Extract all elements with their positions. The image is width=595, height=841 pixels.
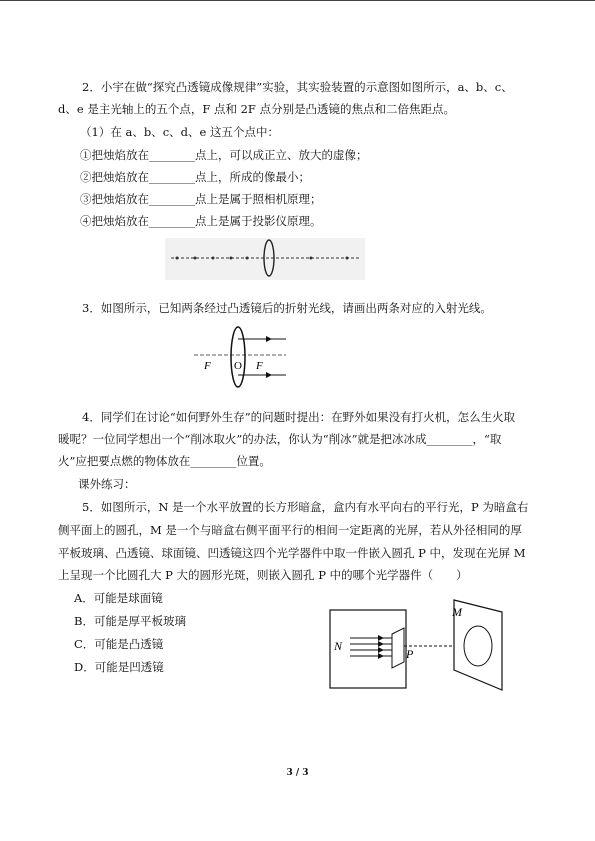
q5-option-a: A．可能是球面镜 [74,591,163,605]
page-number: 3 / 3 [286,768,309,778]
header-rule [0,0,595,1]
q2-text-line1: 2．小宇在做“探究凸透镜成像规律”实验，其实验装置的示意图如图所示，a、b、c、 [82,80,513,94]
q5-option-c: C．可能是凸透镜 [74,637,164,651]
q4-text-line3: 火”应把要点燃的物体放在________位置。 [58,454,271,468]
q4-text-line1: 4．同学们在讨论“如何野外生存”的问题时提出：在野外如果没有打火机，怎么生火取 [82,410,516,424]
q5-option-b: B．可能是厚平板玻璃 [74,614,186,628]
q5-text-line1: 5．如图所示，N 是一个水平放置的长方形暗盒，盒内有水平向右的平行光，P 为暗盒右 [82,500,529,514]
q5-label-p: P [406,647,414,661]
q3-convex-lens-figure [192,325,288,389]
q2-subquestion: （1）在 a、b、c、d、e 这五个点中： [80,125,279,139]
q3-label-optical-center: O [234,360,242,372]
q3-label-right-f: F [256,360,263,372]
q5-text-line3: 平板玻璃、凸透镜、球面镜、凹透镜这四个光学器件中取一件嵌入圆孔 P 中，发现在光屏 M [58,546,526,560]
q2-text-line2: d、e 是主光轴上的五个点，F 点和 2F 点分别是凸透镜的焦点和二倍焦距点。 [58,102,456,116]
q2-item-3: ③把烛焰放在________点上是属于照相机原理； [80,192,322,206]
homework-title: 课外练习： [78,477,136,491]
q5-text-line4: 上呈现一个比圆孔大 P 大的圆形光斑，则嵌入圆孔 P 中的哪个光学器件（ ） [58,568,468,582]
q3-label-left-f: F [204,360,211,372]
q2-item-2: ②把烛焰放在________点上，所成的像最小； [80,170,310,184]
q5-label-m: M [452,605,462,619]
q5-option-d: D．可能是凹透镜 [74,660,164,674]
q4-text-line2: 暖呢？一位同学想出一个“削冰取火”的办法，你认为“削冰”就是把冰冰成________，“取 [58,432,502,446]
q5-label-n: N [334,639,343,653]
q2-lens-axis-figure [165,238,365,280]
q5-darkbox-screen-figure [322,598,508,698]
q5-text-line2: 侧平面上的圆孔，M 是一个与暗盒右侧平面平行的相间一定距离的光屏，若从外径相同的厚 [58,523,522,537]
q2-item-4: ④把烛焰放在________点上是属于投影仪原理。 [80,214,322,228]
q3-text: 3．如图所示，已知两条经过凸透镜后的折射光线，请画出两条对应的入射光线。 [82,301,492,315]
q2-item-1: ①把烛焰放在________点上，可以成正立、放大的虚像； [80,148,368,162]
